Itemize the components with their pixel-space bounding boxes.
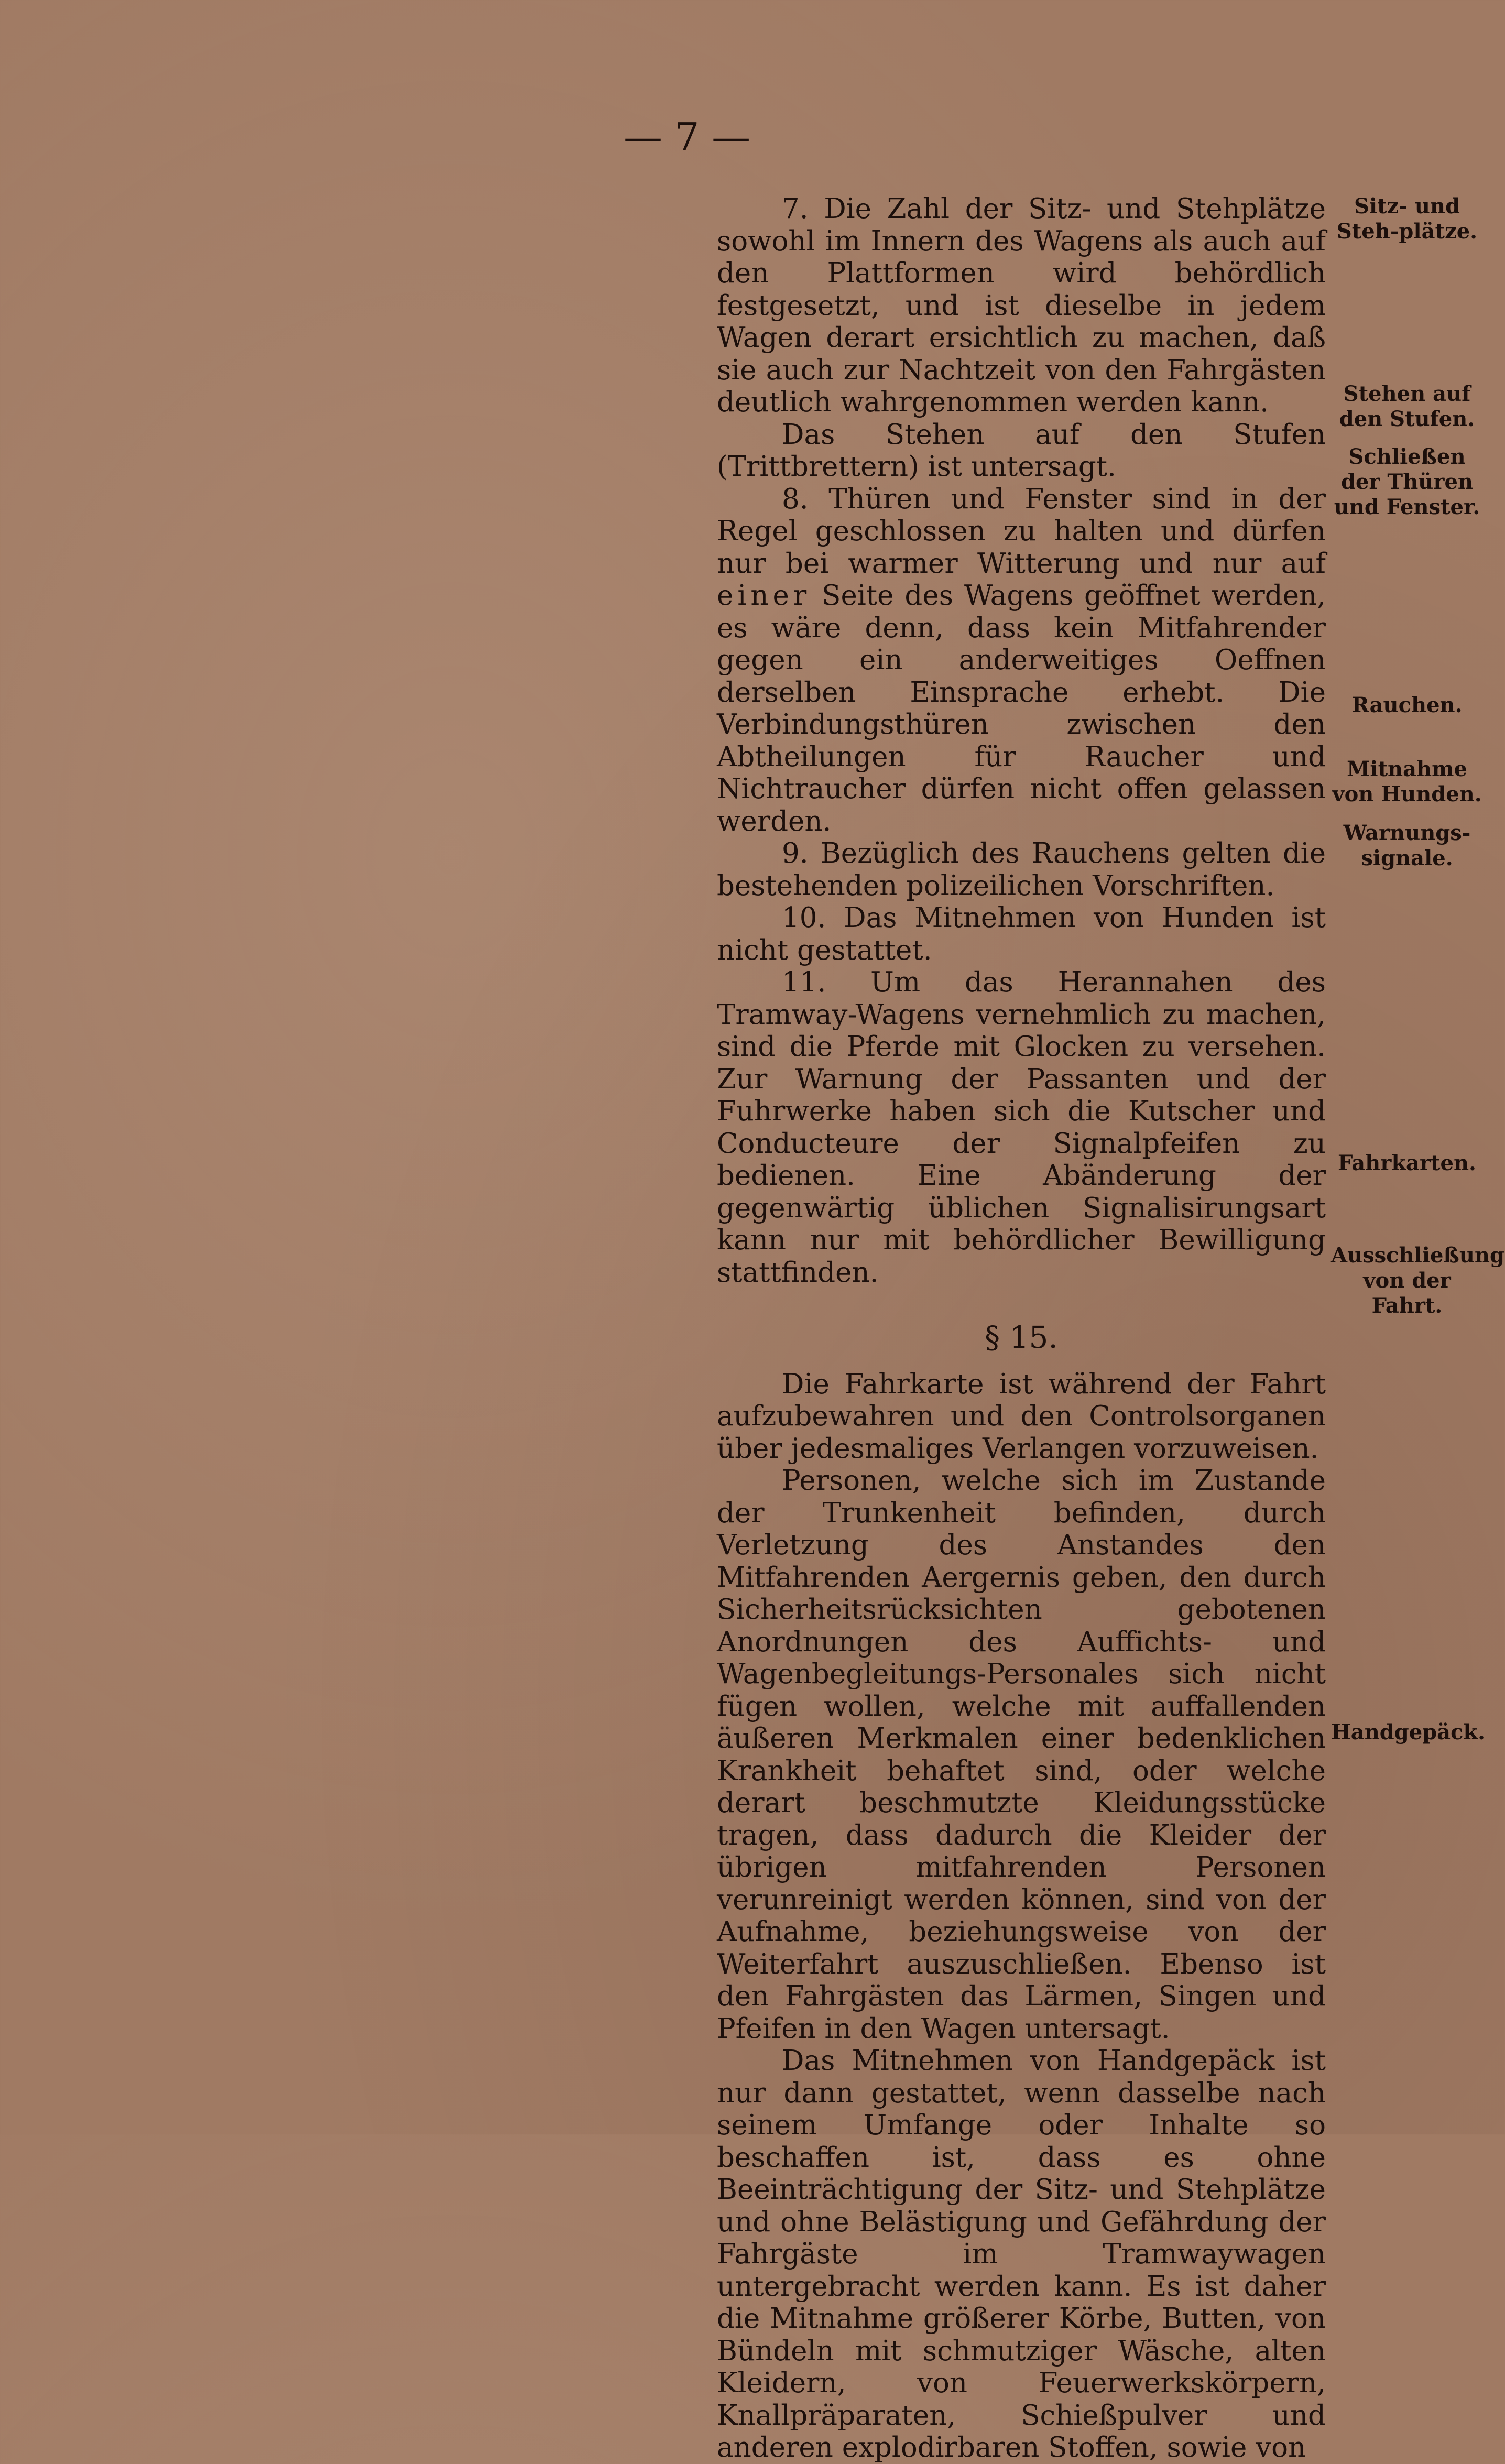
paragraph-11-warning-signals: 11. Um das Herannahen des Tramway-Wagens vernehmlich zu machen, sind die Pferde mit Glocken zu versehen. Zur Warnung der Passanten und der Fuhrwerke haben sich die Kutscher und Conducteure der Signalpfeifen zu bedienen. Eine Abänderung der gegenwärtig üblichen Signalisirungsart kann nur mit behördlicher Bewilligung stattfinden. xyxy=(717,966,1326,1289)
paragraph-15-exclusion: Personen, welche sich im Zustande der Trunkenheit befinden, durch Verletzung des Anstandes den Mitfahrenden Aergernis geben, den durch Sicherheitsrücksichten gebotenen Anordnungen des Auffichts- und Wagenbegleitungs-Personales sich nicht fügen wollen, welche mit auffallenden äußeren Merkmalen einer bedenklichen Krankheit behaftet sind, oder welche derart beschmutzte Kleidungsstücke tragen, dass dadurch die Kleider der übrigen mitfahrenden Personen verunreinigt werden können, sind von der Aufnahme, beziehungsweise von der Weiterfahrt auszuschließen. Ebenso ist den Fahrgästen das Lärmen, Singen und Pfeifen in den Wagen untersagt. xyxy=(717,1465,1326,2045)
paragraph-15-hand-luggage: Das Mitnehmen von Handgepäck ist nur dann gestattet, wenn dasselbe nach seinem Umfange oder Inhalte so beschaffen ist, dass es ohne Beeinträchtigung der Sitz- und Stehplätze und ohne Belästigung und Gefährdung der Fahrgäste im Tramwaywagen untergebracht werden kann. Es ist daher die Mitnahme größerer Körbe, Butten, von Bündeln mit schmutziger Wäsche, alten Kleidern, von Feuerwerkskörpern, Knallpräparaten, Schießpulver und anderen explodirbaren Stoffen, sowie von xyxy=(717,2045,1326,2463)
paragraph-7-standing-on-steps: Das Stehen auf den Stufen (Trittbrettern) ist untersagt. xyxy=(717,418,1326,483)
margin-note-hand-luggage: Handgepäck. xyxy=(1331,1720,1486,1745)
margin-note-tickets: Fahrkarten. xyxy=(1338,1151,1476,1175)
margin-note-smoking: Rauchen. xyxy=(1351,693,1463,717)
page-number: — 7 — xyxy=(624,115,751,160)
margin-note-seating: Sitz- und Steh-plätze. xyxy=(1336,194,1478,244)
margin-note-warning-signals: Warnungs-signale. xyxy=(1343,821,1471,870)
margin-note-doors: Schließen der Thüren und Fenster. xyxy=(1334,444,1480,519)
main-text-column xyxy=(717,193,1326,2464)
paragraph-8-emphasis: einer xyxy=(717,580,811,612)
margin-note-standing: Stehen auf den Stufen. xyxy=(1339,381,1475,431)
paragraph-9-smoking: 9. Bezüglich des Rauchens gelten die bestehenden polizeilichen Vorschriften. xyxy=(717,837,1326,902)
margin-note-dogs: Mitnahme von Hunden. xyxy=(1332,757,1482,806)
paragraph-15-tickets: Die Fahrkarte ist während der Fahrt aufzubewahren und den Controlsorganen über jedesmaliges Verlangen vorzuweisen. xyxy=(717,1368,1326,1465)
paragraph-7-seating-places: 7. Die Zahl der Sitz- und Stehplätze sowohl im Innern des Wagens als auch auf den Plattformen wird behördlich festgesetzt, und ist dieselbe in jedem Wagen derart ersichtlich zu machen, daß sie auch zur Nachtzeit von den Fahrgästen deutlich wahrgenommen werden kann. xyxy=(717,193,1326,418)
paragraph-8-text-start: 8. Thüren und Fenster sind in der Regel geschlossen zu halten und dürfen nur bei warmer Witterung und nur auf xyxy=(717,483,1326,580)
margin-note-exclusion: Ausschließung von der Fahrt. xyxy=(1331,1243,1504,1318)
paragraph-8-doors-windows xyxy=(717,483,1326,838)
paragraph-10-dogs: 10. Das Mitnehmen von Hunden ist nicht gestattet. xyxy=(717,902,1326,966)
paragraph-8-text-end: Seite des Wagens geöffnet werden, es wäre denn, dass kein Mitfahrender gegen ein anderweitiges Oeffnen derselben Einsprache erhebt. Die Verbindungsthüren zwischen den Abtheilungen für Raucher und Nichtraucher dürfen nicht offen gelassen werden. xyxy=(717,580,1326,837)
section-heading: § 15. xyxy=(985,1320,1058,1355)
